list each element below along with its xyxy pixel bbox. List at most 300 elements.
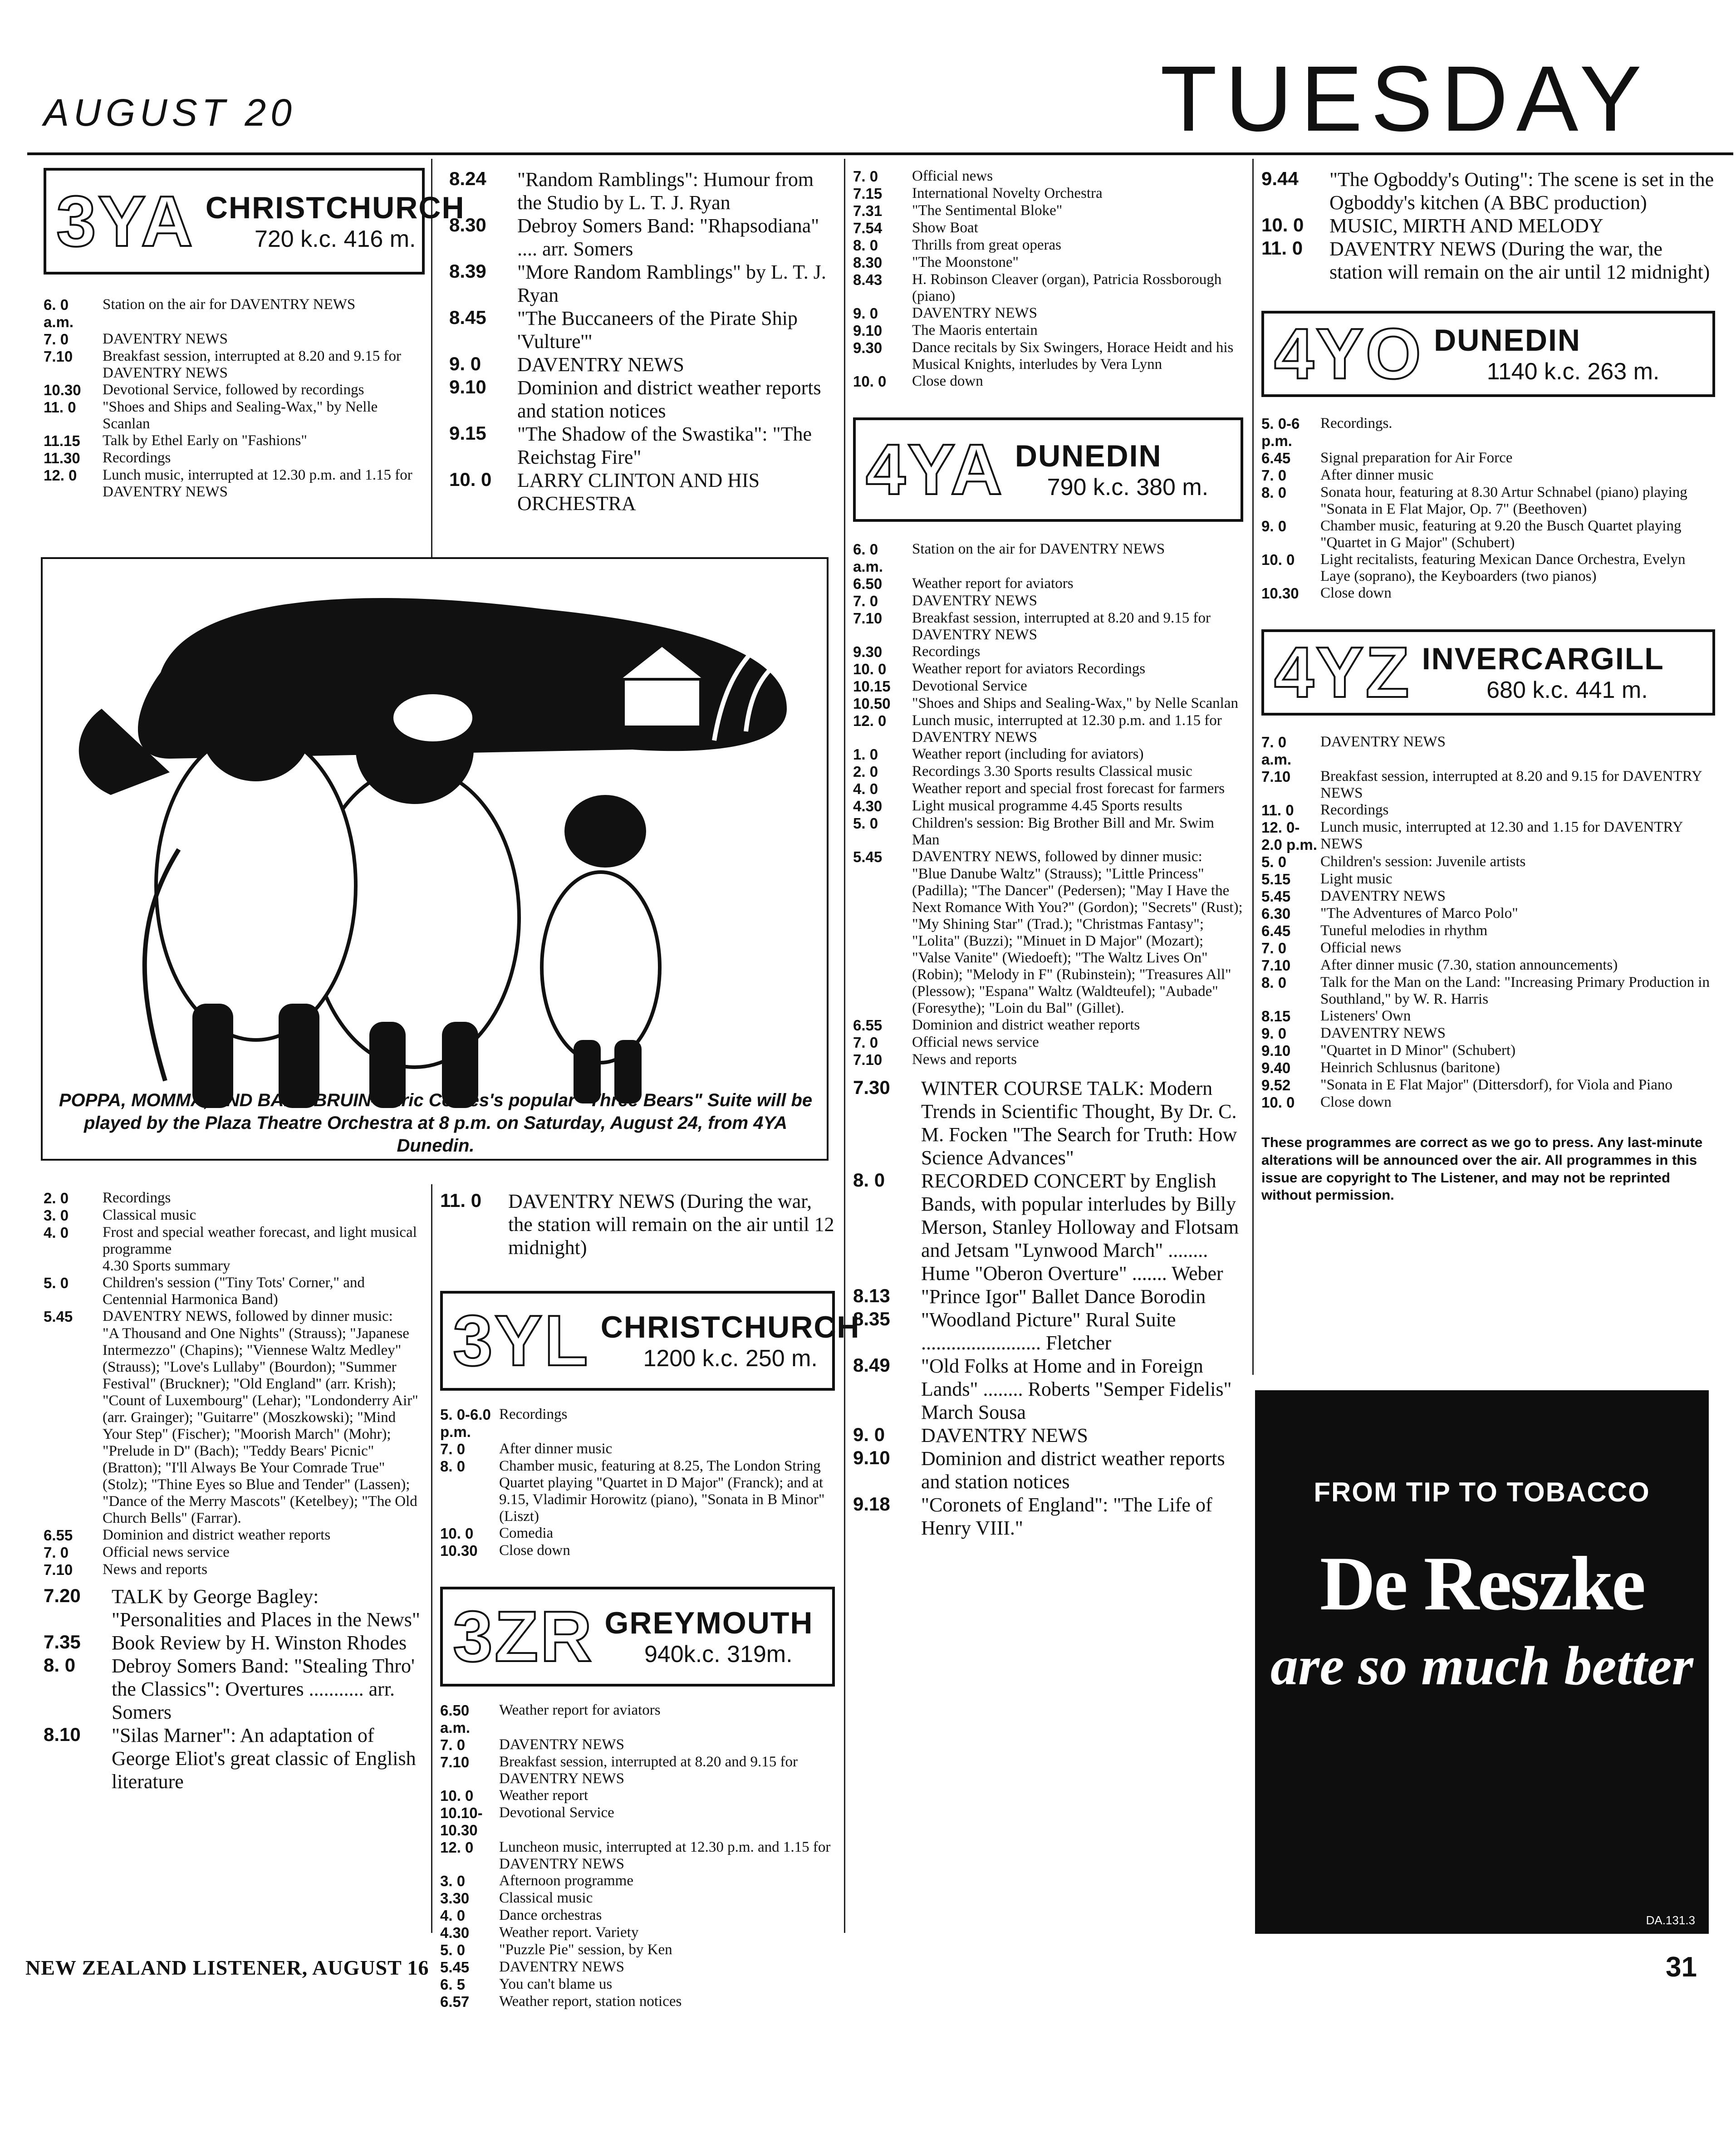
station-logo: 4YO <box>1274 314 1423 394</box>
station-city: INVERCARGILL <box>1422 642 1664 676</box>
entry-description: "Prince Igor" Ballet Dance Borodin <box>921 1285 1206 1308</box>
de-reszke-advertisement <box>1255 1390 1709 1934</box>
entry-description: TALK by George Bagley: "Personalities and Places in the News" <box>112 1585 420 1631</box>
schedule-entry <box>1261 1025 1715 1042</box>
entry-description: Lunch music, interrupted at 12.30 and 1.15 for DAVENTRY NEWS <box>1320 819 1683 852</box>
schedule-entry <box>449 469 835 515</box>
entry-time: 7.15 <box>853 185 883 202</box>
entry-time: 6.55 <box>853 1017 883 1034</box>
entry-time <box>44 1325 103 1527</box>
entry-description: Afternoon programme <box>499 1873 633 1889</box>
schedule-entry <box>853 1051 1243 1069</box>
entry-description: "Blue Danube Waltz" (Strauss); "Little Princess" (Padilla); "The Dancer" (Pedersen); "May I Have the Next Romance With You?" (Gordon); "Secrets" (Rust); "My Shining Star" (Trad.); "Christmas Fantasy"; "Lolita" (Buzzi); "Minuet in D Major" (Mozart); "Valse Vanite" (Wiedoeft); "The Waltz Lives On" (Robin); "Melody in F" (Rubinstein); "Treasures All" (Plessow); "Espana" Waltz (Waldteufel); "Aubade" (Foresythe); "Loin du Bal" (Gillet). <box>912 866 1243 1016</box>
entry-time: 6. 5 <box>440 1976 466 1993</box>
schedule-entry <box>1261 974 1715 1008</box>
entry-time: 6.50 <box>853 575 883 592</box>
entry-description: DAVENTRY NEWS <box>499 1959 624 1975</box>
entry-description: News and reports <box>912 1051 1017 1068</box>
entry-description: DAVENTRY NEWS, followed by dinner music: <box>103 1308 393 1324</box>
schedule-entry <box>449 214 835 260</box>
schedule-entry <box>1261 585 1715 602</box>
entry-description: "Quartet in D Minor" (Schubert) <box>1320 1042 1516 1059</box>
schedule-list <box>44 1585 425 1793</box>
entry-time: 10. 0 <box>853 373 887 390</box>
schedule-entry <box>853 678 1243 695</box>
entry-time: 10. 0 <box>440 1787 474 1804</box>
bears-drawing <box>43 559 827 1159</box>
entry-description: Recordings 3.30 Sports results Classical music <box>912 763 1192 780</box>
entry-description: Light music <box>1320 871 1393 887</box>
entry-time: 7.35 <box>44 1631 81 1652</box>
entry-time: 11. 0 <box>1261 237 1303 259</box>
schedule-entry <box>44 348 425 382</box>
schedule-entry <box>853 712 1243 746</box>
entry-time: 10.10-10.30 <box>440 1804 483 1839</box>
entry-time: 5. 0 <box>44 1275 69 1291</box>
column-rule <box>1252 159 1254 1375</box>
schedule-entry <box>1261 1094 1715 1111</box>
schedule-entry <box>1261 940 1715 957</box>
entry-time: 7.10 <box>44 1561 73 1578</box>
station-frequency: 680 k.c. 441 m. <box>1486 677 1648 703</box>
entry-description: International Novelty Orchestra <box>912 185 1103 201</box>
entry-time: 12. 0 <box>853 712 887 729</box>
entry-time: 7.10 <box>1261 768 1291 785</box>
schedule-entry <box>1261 922 1715 940</box>
entry-description: LARRY CLINTON AND HIS ORCHESTRA <box>517 469 760 515</box>
entry-time: 8. 0 <box>853 237 878 254</box>
schedule-entry <box>440 1406 835 1441</box>
schedule-entry <box>44 1190 425 1207</box>
entry-description: Lunch music, interrupted at 12.30 p.m. and 1.15 for DAVENTRY NEWS <box>912 712 1222 745</box>
entry-description: Talk for the Man on the Land: "Increasing Primary Production in Southland," by W. R. Harris <box>1320 974 1710 1007</box>
entry-time: 8. 0 <box>853 1169 885 1191</box>
entry-description: You can't blame us <box>499 1976 613 1992</box>
schedule-entry <box>44 1527 425 1544</box>
ad-tagline: FROM TIP TO TOBACCO <box>1314 1477 1650 1507</box>
entry-time: 9.52 <box>1261 1077 1291 1093</box>
entry-time: 7. 0 <box>1261 467 1287 484</box>
schedule-entry <box>853 339 1243 373</box>
entry-description: Signal preparation for Air Force <box>1320 450 1513 466</box>
schedule-entry <box>853 575 1243 593</box>
schedule-entry <box>1261 905 1715 922</box>
entry-time: 8.43 <box>853 271 883 288</box>
schedule-entry <box>440 1959 835 1976</box>
entry-description: Show Boat <box>912 220 978 236</box>
schedule-entry <box>44 1654 425 1724</box>
entry-time: 9. 0 <box>853 305 878 322</box>
entry-description: Official news service <box>103 1544 230 1560</box>
entry-time: 9.30 <box>853 339 883 356</box>
schedule-entry <box>440 1736 835 1754</box>
station-logo: 4YA <box>866 430 1004 510</box>
schedule-entry <box>449 307 835 353</box>
entry-description: Weather report and special frost forecast for farmers <box>912 780 1225 797</box>
schedule-entry <box>1261 1042 1715 1059</box>
entry-time: 6.57 <box>440 1993 470 2010</box>
entry-description: "The Shadow of the Swastika": "The Reichstag Fire" <box>517 423 812 468</box>
schedule-entry <box>1261 450 1715 467</box>
entry-time: 12. 0 <box>440 1839 474 1856</box>
entry-description: Weather report for aviators <box>499 1702 661 1718</box>
entry-time: 7. 0 <box>44 1544 69 1561</box>
entry-time: 10.30 <box>1261 585 1299 602</box>
schedule-entry <box>1261 888 1715 905</box>
schedule-entry <box>440 1441 835 1458</box>
schedule-entry <box>44 1585 425 1631</box>
schedule-entry <box>440 1924 835 1942</box>
schedule-entry <box>44 1275 425 1308</box>
schedule-entry <box>449 422 835 469</box>
schedule-entry <box>1261 871 1715 888</box>
entry-time: 3.30 <box>440 1890 470 1907</box>
entry-time: 7.30 <box>853 1077 890 1098</box>
station-frequency: 940k.c. 319m. <box>644 1641 793 1667</box>
schedule-entry <box>853 610 1243 643</box>
entry-time: 3. 0 <box>440 1873 466 1889</box>
entry-time: 10. 0 <box>440 1525 474 1542</box>
entry-description: Classical music <box>499 1890 593 1906</box>
entry-time: 8. 0 <box>440 1458 466 1475</box>
header-rule <box>27 152 1733 155</box>
schedule-entry <box>44 296 425 331</box>
entry-description: Recordings. <box>1320 415 1393 432</box>
schedule-entry <box>449 376 835 422</box>
entry-time: 7. 0 <box>853 168 878 185</box>
entry-description: Official news service <box>912 1034 1039 1050</box>
station-city: DUNEDIN <box>1434 323 1581 358</box>
entry-description: DAVENTRY NEWS (During the war, the station will remain on the air until 12 midnight) <box>1329 238 1710 283</box>
schedule-entry <box>853 1017 1243 1034</box>
entry-description: Tuneful melodies in rhythm <box>1320 922 1488 939</box>
entry-description: Weather report <box>499 1787 588 1804</box>
column-4 <box>1261 168 1715 1204</box>
schedule-entry <box>853 1493 1243 1540</box>
schedule-entry <box>440 1804 835 1839</box>
entry-description: DAVENTRY NEWS <box>1320 734 1446 750</box>
schedule-entry <box>1261 551 1715 585</box>
entry-description: Heinrich Schlusnus (baritone) <box>1320 1059 1500 1076</box>
entry-description: "The Sentimental Bloke" <box>912 202 1063 219</box>
entry-description: DAVENTRY NEWS <box>921 1424 1088 1447</box>
entry-time <box>853 866 912 1017</box>
schedule-entry <box>440 1907 835 1924</box>
schedule-entry <box>1261 518 1715 551</box>
entry-description: Dance recitals by Six Swingers, Horace Heidt and his Musical Knights, interludes by Vera Lynn <box>912 339 1234 373</box>
schedule-entry <box>449 260 835 307</box>
schedule-entry <box>1261 237 1715 284</box>
entry-time: 5.45 <box>440 1959 470 1976</box>
entry-time: 9.15 <box>449 422 486 444</box>
station-frequency: 1140 k.c. 263 m. <box>1486 358 1660 385</box>
entry-time: 11. 0 <box>440 1190 482 1211</box>
entry-time: 12. 0-2.0 p.m. <box>1261 819 1317 853</box>
entry-description: Children's session: Big Brother Bill and Mr. Swim Man <box>912 815 1214 848</box>
schedule-entry <box>853 322 1243 339</box>
entry-description: Children's session ("Tiny Tots' Corner," and Centennial Harmonica Band) <box>103 1275 365 1308</box>
schedule-list <box>853 1077 1243 1540</box>
schedule-entry <box>853 1447 1243 1493</box>
entry-description: Comedia <box>499 1525 554 1541</box>
schedule-entry <box>1261 957 1715 974</box>
schedule-list <box>440 1190 835 1259</box>
entry-description: DAVENTRY NEWS (During the war, the station will remain on the air until 12 midnight) <box>508 1190 834 1259</box>
station-frequency: 790 k.c. 380 m. <box>1047 474 1209 500</box>
entry-description: Breakfast session, interrupted at 8.20 and 9.15 for DAVENTRY NEWS <box>1320 768 1702 801</box>
entry-description: Light musical programme 4.45 Sports results <box>912 798 1182 814</box>
station-3zr <box>440 1587 835 1687</box>
entry-description: Dominion and district weather reports <box>912 1017 1140 1033</box>
entry-time: 4. 0 <box>440 1907 466 1924</box>
schedule-entry <box>853 541 1243 575</box>
entry-description: "More Random Ramblings" by L. T. J. Ryan <box>517 261 826 306</box>
entry-description: Book Review by H. Winston Rhodes <box>112 1632 407 1654</box>
schedule-entry <box>853 254 1243 271</box>
ad-brand: De Reszke <box>1319 1541 1644 1626</box>
entry-description: Recordings <box>103 1190 171 1206</box>
schedule-entry <box>853 202 1243 220</box>
entry-description: After dinner music <box>1320 467 1434 483</box>
entry-description: DAVENTRY NEWS <box>1320 888 1446 904</box>
station-city: GREYMOUTH <box>604 1606 814 1640</box>
station-city: DUNEDIN <box>1015 439 1162 473</box>
station-logo: 3YA <box>56 181 195 261</box>
copyright-notice: These programmes are correct as we go to press. Any last-minute alterations will be announced over the air. All programmes in this issue are copyright to The Listener, and may not be reprinted without permission. <box>1261 1134 1703 1203</box>
entry-time: 4. 0 <box>853 780 878 797</box>
entry-time: 9. 0 <box>1261 518 1287 534</box>
entry-time: 9.10 <box>853 322 883 339</box>
schedule-entry <box>853 848 1243 866</box>
schedule-entry <box>44 1258 425 1275</box>
station-logo: 3ZR <box>453 1597 594 1677</box>
schedule-entry <box>853 815 1243 848</box>
entry-time: 2. 0 <box>44 1190 69 1206</box>
entry-time: 11. 0 <box>44 399 76 416</box>
schedule-entry <box>44 399 425 432</box>
entry-description: MUSIC, MIRTH AND MELODY <box>1329 215 1604 237</box>
entry-description: Classical music <box>103 1207 196 1223</box>
schedule-entry <box>44 1308 425 1325</box>
schedule-list <box>1261 415 1715 602</box>
entry-time: 9.10 <box>449 376 486 397</box>
entry-description: Close down <box>1320 1094 1392 1110</box>
entry-description: DAVENTRY NEWS <box>912 593 1037 609</box>
station-frequency: 1200 k.c. 250 m. <box>643 1345 818 1372</box>
entry-time: 5. 0 <box>1261 853 1287 870</box>
entry-description: Weather report for aviators <box>912 575 1074 592</box>
station-banner <box>44 168 465 275</box>
entry-time: 11. 0 <box>1261 802 1294 819</box>
schedule-entry <box>44 331 425 348</box>
entry-time: 12. 0 <box>44 467 77 484</box>
entry-description: Official news <box>912 168 993 184</box>
station-4ya <box>853 417 1243 522</box>
schedule-entry <box>449 353 835 376</box>
entry-description: Debroy Somers Band: "Rhapsodiana" .... arr. Somers <box>517 215 819 260</box>
schedule-entry <box>1261 1077 1715 1094</box>
entry-time: 7.31 <box>853 202 883 219</box>
entry-description: "Coronets of England": "The Life of Henry VIII." <box>921 1494 1212 1539</box>
entry-description: Sonata hour, featuring at 8.30 Artur Schnabel (piano) playing "Sonata in E Flat Major, Op. 7" (Beethoven) <box>1320 484 1687 517</box>
entry-time: 9. 0 <box>449 353 481 374</box>
ad-code: DA.131.3 <box>1646 1913 1695 1927</box>
entry-description: Station on the air for DAVENTRY NEWS <box>912 541 1165 557</box>
entry-time: 8. 0 <box>1261 974 1287 991</box>
entry-time: 7.10 <box>1261 957 1291 974</box>
column-rule <box>844 159 845 1933</box>
entry-description: Breakfast session, interrupted at 8.20 and 9.15 for DAVENTRY NEWS <box>912 610 1211 643</box>
entry-time: 7.20 <box>44 1585 81 1606</box>
entry-description: Weather report (including for aviators) <box>912 746 1144 762</box>
schedule-entry <box>44 432 425 450</box>
entry-description: "The Ogboddy's Outing": The scene is set in the Ogboddy's kitchen (A BBC production) <box>1329 168 1714 214</box>
station-4yo <box>1261 311 1715 397</box>
entry-description: Close down <box>499 1542 570 1559</box>
page-date: AUGUST 20 <box>44 91 296 134</box>
entry-time: 5. 0 <box>440 1942 466 1958</box>
schedule-list <box>1261 168 1715 284</box>
entry-description: Chamber music, featuring at 8.25, The London String Quartet playing "Quartet in D Major" (Franck); and at 9.15, Vladimir Horowitz (piano), "Sonata in B Minor" (Liszt) <box>499 1458 825 1525</box>
schedule-entry <box>440 1458 835 1525</box>
entry-time: 8.49 <box>853 1354 890 1376</box>
entry-description: Frost and special weather forecast, and light musical programme <box>103 1224 417 1257</box>
entry-time: 10. 0 <box>449 469 492 490</box>
schedule-entry <box>853 1077 1243 1169</box>
entry-time: 9.30 <box>853 643 883 660</box>
schedule-list <box>449 168 835 515</box>
schedule-list <box>440 1406 835 1559</box>
schedule-entry <box>44 1544 425 1561</box>
entry-description: Weather report. Variety <box>499 1924 639 1941</box>
entry-time: 7. 0 <box>44 331 69 348</box>
entry-description: Official news <box>1320 940 1402 956</box>
schedule-entry <box>440 1787 835 1804</box>
entry-description: Dance orchestras <box>499 1907 602 1923</box>
entry-description: Debroy Somers Band: "Stealing Thro' the Classics": Overtures ........... arr. Somers <box>112 1655 415 1723</box>
entry-description: News and reports <box>103 1561 207 1578</box>
schedule-entry <box>853 763 1243 780</box>
entry-description: DAVENTRY NEWS <box>517 353 684 376</box>
schedule-entry <box>1261 853 1715 871</box>
schedule-list <box>1261 734 1715 1111</box>
entry-time: 2. 0 <box>853 763 878 780</box>
schedule-entry <box>44 1631 425 1654</box>
entry-time: 10.30 <box>440 1542 478 1559</box>
entry-time: 7.10 <box>440 1754 470 1770</box>
entry-time: 9.10 <box>853 1447 890 1468</box>
entry-description: Recordings <box>912 643 981 660</box>
entry-time: 6.45 <box>1261 450 1291 466</box>
entry-description: Light recitalists, featuring Mexican Dance Orchestra, Evelyn Laye (soprano), the Keyboarders (two pianos) <box>1320 551 1686 584</box>
ad-slogan: are so much better <box>1270 1635 1693 1697</box>
entry-description: WINTER COURSE TALK: Modern Trends in Scientific Thought, By Dr. C. M. Focken "The Search for Truth: How Science Advances" <box>921 1077 1237 1169</box>
entry-time: 10.15 <box>853 678 891 695</box>
schedule-entry <box>1261 802 1715 819</box>
entry-time: 9. 0 <box>853 1424 885 1445</box>
entry-description: Devotional Service <box>499 1804 614 1821</box>
entry-time: 8.30 <box>449 214 486 235</box>
entry-time: 10. 0 <box>1261 214 1304 235</box>
schedule-entry <box>1261 1008 1715 1025</box>
schedule-entry <box>1261 467 1715 484</box>
entry-description: DAVENTRY NEWS <box>499 1736 624 1753</box>
schedule-entry <box>853 1424 1243 1447</box>
schedule-entry <box>853 780 1243 798</box>
schedule-entry <box>853 798 1243 815</box>
entry-description: 4.30 Sports summary <box>103 1258 230 1274</box>
entry-description: DAVENTRY NEWS <box>1320 1025 1446 1041</box>
entry-time: 9.10 <box>1261 1042 1291 1059</box>
entry-time: 6.30 <box>1261 905 1291 922</box>
schedule-entry <box>440 1839 835 1873</box>
entry-time: 10. 0 <box>1261 1094 1295 1111</box>
column-rule <box>431 1184 432 1933</box>
entry-description: H. Robinson Cleaver (organ), Patricia Rossborough (piano) <box>912 271 1222 304</box>
entry-description: Luncheon music, interrupted at 12.30 p.m. and 1.15 for DAVENTRY NEWS <box>499 1839 831 1872</box>
entry-time: 7. 0 <box>853 1034 878 1051</box>
schedule-entry <box>1261 415 1715 450</box>
schedule-entry <box>853 643 1243 661</box>
entry-time <box>44 1258 103 1275</box>
schedule-entry <box>853 237 1243 254</box>
entry-time: 5.45 <box>44 1308 73 1325</box>
schedule-entry <box>440 1542 835 1559</box>
entry-time: 10.30 <box>44 382 81 398</box>
entry-time: 4.30 <box>440 1924 470 1941</box>
schedule-entry <box>853 661 1243 678</box>
three-bears-illustration <box>41 557 829 1161</box>
entry-time: 9.18 <box>853 1493 890 1515</box>
entry-description: "A Thousand and One Nights" (Strauss); "Japanese Intermezzo" (Chapins); "Viennese Waltz Medley" (Strauss); "Love's Lullaby" (Bourdon); "Summer Festival" (Bruckner); "Old England" (arr. Krish); "Count of Luxembourg" (Lehar); "Londonderry Air" (arr. Grainger); "Guitarre" (Moszkowski); "Mind Your Step" (Fischer); "Moorish March" (Mohr); "Prelude in D" (Bach); "Teddy Bears' Picnic" (Bratton); "I'll Always Be Your Comrade True" (Stolz); "Thine Eyes so Blue and Tender" (Lassen); "Dance of the Merry Mascots" (Ketelbey); "The Old Church Bells" (Farrar). <box>103 1325 418 1526</box>
schedule-entry <box>1261 484 1715 518</box>
entry-description: Children's session: Juvenile artists <box>1320 853 1526 870</box>
entry-time: 1. 0 <box>853 746 878 763</box>
entry-description: Close down <box>912 373 983 389</box>
schedule-entry <box>853 220 1243 237</box>
schedule-entry <box>1261 734 1715 768</box>
illustration-caption: POPPA, MOMMA, AND BABY BRUIN—Eric Coates's popular "Three Bears" Suite will be played by the Plaza Theatre Orchestra at 8 p.m. on Saturday, August 24, from 4YA Dunedin. <box>59 1090 813 1156</box>
entry-description: Station on the air for DAVENTRY NEWS <box>103 296 356 313</box>
entry-description: Weather report, station notices <box>499 1993 682 2010</box>
entry-description: "Shoes and Ships and Sealing-Wax," by Nelle Scanlan <box>912 695 1238 711</box>
schedule-entry <box>1261 768 1715 802</box>
entry-description: DAVENTRY NEWS <box>912 305 1037 321</box>
entry-description: Listeners' Own <box>1320 1008 1411 1024</box>
schedule-list <box>44 296 425 500</box>
entry-time: 7.10 <box>853 1051 883 1068</box>
entry-description: Dominion and district weather reports and station notices <box>921 1447 1225 1493</box>
entry-time: 8.13 <box>853 1285 890 1306</box>
entry-time: 9.44 <box>1261 168 1299 189</box>
schedule-entry <box>853 1354 1243 1424</box>
footer-publication: NEW ZEALAND LISTENER, AUGUST 16 <box>25 1956 429 1979</box>
schedule-entry <box>44 1224 425 1258</box>
entry-description: After dinner music <box>499 1441 613 1457</box>
entry-time: 6. 0 a.m. <box>853 541 883 575</box>
schedule-entry <box>449 168 835 214</box>
schedule-entry <box>440 1873 835 1890</box>
schedule-entry <box>853 695 1243 712</box>
entry-description: "Sonata in E Flat Major" (Dittersdorf), for Viola and Piano <box>1320 1077 1672 1093</box>
schedule-entry <box>44 467 425 500</box>
entry-time: 8.35 <box>853 1308 890 1329</box>
page-day: TUESDAY <box>1160 47 1650 151</box>
entry-description: DAVENTRY NEWS, followed by dinner music: <box>912 848 1202 865</box>
schedule-entry <box>1261 819 1715 853</box>
entry-description: Devotional Service, followed by recordings <box>103 382 364 398</box>
schedule-list <box>853 168 1243 390</box>
